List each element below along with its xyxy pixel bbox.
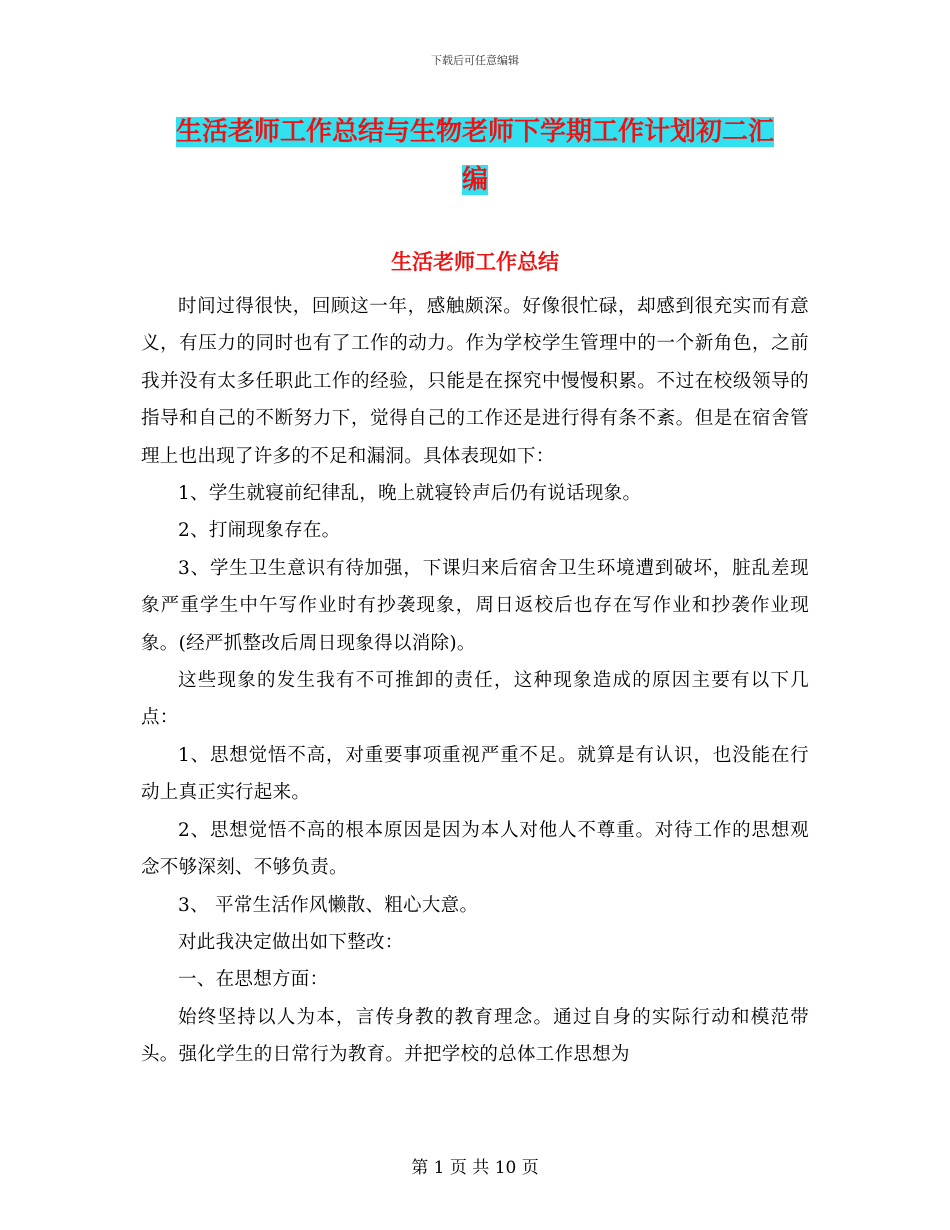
paragraph-rectification-intro: 对此我决定做出如下整改：	[178, 931, 404, 953]
page-footer: 第 1 页 共 10 页	[411, 1158, 539, 1178]
document-body	[141, 288, 809, 1074]
paragraph-causes-intro: 这些现象的发生我有不可推卸的责任，这种现象造成的原因主要有以下几点：	[141, 670, 809, 729]
page-header-note: 下载后可任意编辑	[431, 54, 519, 67]
paragraph-intro: 时间过得很快，回顾这一年，感触颇深。好像很忙碌，却感到很充实而有意义，有压力的同时也有了工作的动力。作为学校学生管理中的一个新角色，之前我并没有太多任职此工作的经验，只能是在探究中慢慢积累。不过在校级领导的指导和自己的不断努力下，觉得自己的工作还是进行得有条不紊。但是在宿舍管理上也出现了许多的不足和漏洞。具体表现如下：	[141, 296, 809, 467]
document-title	[140, 108, 810, 204]
document-title-line-2: 编	[461, 165, 488, 195]
paragraph-thought-detail: 始终坚持以人为本，言传身教的教育理念。通过自身的实际行动和模范带头。强化学生的日常行为教育。并把学校的总体工作思想为	[141, 1006, 809, 1066]
paragraph-problem-3: 3、学生卫生意识有待加强，下课归来后宿舍卫生环境遭到破坏，脏乱差现象严重学生中午写作业时有抄袭现象，周日返校后也存在写作业和抄袭作业现象。(经严抓整改后周日现象得以消除)。	[141, 557, 809, 654]
paragraph-cause-2: 2、思想觉悟不高的根本原因是因为本人对他人不尊重。对待工作的思想观念不够深刻、不够负责。	[141, 819, 809, 879]
paragraph-cause-3: 3、 平常生活作风懒散、粗心大意。	[178, 894, 479, 916]
section-title: 生活老师工作总结	[391, 250, 559, 274]
paragraph-cause-1: 1、思想觉悟不高，对重要事项重视严重不足。就算是有认识，也没能在行动上真正实行起来。	[141, 744, 809, 804]
document-title-line-1: 生活老师工作总结与生物老师下学期工作计划初二汇	[175, 117, 774, 147]
paragraph-problem-2: 2、打闹现象存在。	[178, 520, 341, 542]
paragraph-problem-1: 1、学生就寝前纪律乱，晚上就寝铃声后仍有说话现象。	[178, 483, 642, 505]
paragraph-heading-thought: 一、在思想方面：	[178, 969, 329, 991]
